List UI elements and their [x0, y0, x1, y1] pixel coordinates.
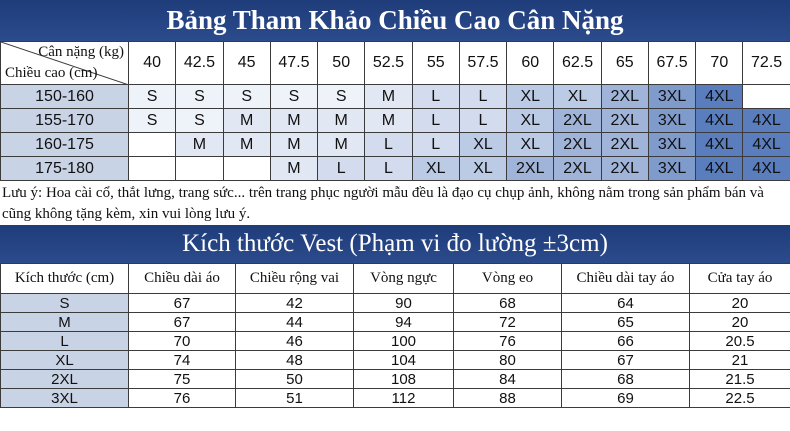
measurement-cell: 51 — [236, 389, 354, 408]
measurement-cell: 80 — [454, 351, 562, 370]
table-row — [1, 332, 790, 351]
weight-column-header: 52.5 — [365, 42, 412, 85]
table-row — [1, 294, 790, 313]
size-cell: 4XL — [696, 85, 743, 109]
weight-column-header: 57.5 — [459, 42, 506, 85]
size-cell: 2XL — [554, 133, 601, 157]
measurement-cell: 100 — [354, 332, 454, 351]
measurement-cell: 76 — [129, 389, 236, 408]
vest-size-label: S — [1, 294, 129, 313]
disclaimer-note: Lưu ý: Hoa cài cổ, thắt lưng, trang sức... trên trang phục người mẫu đều là đạo cụ chụp ảnh, không nằm trong sản phẩm bán và cũng không tặng kèm, xin vui lòng lưu ý. — [0, 181, 790, 225]
size-cell: 4XL — [696, 157, 743, 181]
weight-column-header: 60 — [507, 42, 554, 85]
size-cell: 2XL — [601, 133, 648, 157]
size-cell: L — [365, 133, 412, 157]
measurement-cell: 68 — [562, 370, 690, 389]
size-cell: M — [223, 133, 270, 157]
size-cell: L — [318, 157, 365, 181]
vest-size-label: 3XL — [1, 389, 129, 408]
height-weight-size-table — [0, 41, 790, 181]
size-cell: 4XL — [743, 133, 790, 157]
size-cell: M — [270, 157, 317, 181]
size-cell: 4XL — [743, 157, 790, 181]
table-row — [1, 351, 790, 370]
size-cell — [176, 157, 223, 181]
size-cell — [129, 157, 176, 181]
measurement-cell: 75 — [129, 370, 236, 389]
size-cell: L — [412, 109, 459, 133]
size-cell: L — [459, 85, 506, 109]
measurement-cell: 88 — [454, 389, 562, 408]
size-cell: 3XL — [648, 157, 695, 181]
measurement-cell: 84 — [454, 370, 562, 389]
weight-column-header: 67.5 — [648, 42, 695, 85]
size-cell: L — [412, 133, 459, 157]
vest-column-header: Chiều dài áo — [129, 264, 236, 294]
table-row — [1, 85, 790, 109]
height-range-label: 150-160 — [1, 85, 129, 109]
size-cell: 2XL — [601, 85, 648, 109]
vest-column-header: Cửa tay áo — [690, 264, 790, 294]
size-cell: M — [223, 109, 270, 133]
size-cell: M — [365, 109, 412, 133]
size-cell: 2XL — [554, 109, 601, 133]
size-cell: S — [223, 85, 270, 109]
size-cell: M — [270, 109, 317, 133]
size-cell: 2XL — [601, 109, 648, 133]
measurement-cell: 48 — [236, 351, 354, 370]
size-cell: M — [365, 85, 412, 109]
measurement-cell: 66 — [562, 332, 690, 351]
size-cell: S — [176, 109, 223, 133]
size-cell: 4XL — [696, 133, 743, 157]
vest-size-label: L — [1, 332, 129, 351]
size-cell: 2XL — [601, 157, 648, 181]
vest-size-label: 2XL — [1, 370, 129, 389]
size-cell: 3XL — [648, 109, 695, 133]
measurement-cell: 65 — [562, 313, 690, 332]
size-cell: S — [129, 85, 176, 109]
measurement-cell: 44 — [236, 313, 354, 332]
size-cell: XL — [412, 157, 459, 181]
measurement-cell: 74 — [129, 351, 236, 370]
weight-column-header: 70 — [696, 42, 743, 85]
measurement-cell: 20 — [690, 294, 790, 313]
table-row — [1, 389, 790, 408]
size-cell: XL — [459, 133, 506, 157]
size-cell: 2XL — [507, 157, 554, 181]
size-cell — [129, 133, 176, 157]
measurement-cell: 68 — [454, 294, 562, 313]
size-cell: 4XL — [743, 109, 790, 133]
vest-column-header: Kích thước (cm) — [1, 264, 129, 294]
size-cell: 4XL — [696, 109, 743, 133]
size-cell: XL — [554, 85, 601, 109]
weight-column-header: 62.5 — [554, 42, 601, 85]
size-cell: XL — [507, 85, 554, 109]
weight-column-header: 47.5 — [270, 42, 317, 85]
measurement-cell: 67 — [562, 351, 690, 370]
measurement-cell: 22.5 — [690, 389, 790, 408]
table-row — [1, 313, 790, 332]
measurement-cell: 21.5 — [690, 370, 790, 389]
size-cell — [223, 157, 270, 181]
size-cell: L — [365, 157, 412, 181]
measurement-cell: 20 — [690, 313, 790, 332]
size-cell: L — [459, 109, 506, 133]
measurement-cell: 50 — [236, 370, 354, 389]
height-axis-label: Chiều cao (cm) — [5, 65, 98, 81]
weight-column-header: 40 — [129, 42, 176, 85]
measurement-cell: 76 — [454, 332, 562, 351]
size-cell: 3XL — [648, 133, 695, 157]
size-cell: XL — [507, 133, 554, 157]
vest-size-title: Kích thước Vest (Phạm vi đo lường ±3cm) — [0, 225, 790, 263]
measurement-cell: 112 — [354, 389, 454, 408]
weight-header-row — [1, 42, 790, 85]
height-range-label: 155-170 — [1, 109, 129, 133]
vest-size-label: XL — [1, 351, 129, 370]
size-cell: M — [270, 133, 317, 157]
size-cell: 2XL — [554, 157, 601, 181]
size-cell: XL — [507, 109, 554, 133]
size-cell — [743, 85, 790, 109]
measurement-cell: 90 — [354, 294, 454, 313]
table-row — [1, 370, 790, 389]
size-cell: S — [318, 85, 365, 109]
vest-size-label: M — [1, 313, 129, 332]
weight-column-header: 42.5 — [176, 42, 223, 85]
weight-column-header: 65 — [601, 42, 648, 85]
measurement-cell: 70 — [129, 332, 236, 351]
size-cell: M — [318, 133, 365, 157]
measurement-cell: 20.5 — [690, 332, 790, 351]
size-cell: L — [412, 85, 459, 109]
weight-column-header: 55 — [412, 42, 459, 85]
table-corner-header — [1, 42, 129, 85]
size-cell: M — [176, 133, 223, 157]
page-title: Bảng Tham Khảo Chiều Cao Cân Nặng — [0, 0, 790, 41]
table-row — [1, 157, 790, 181]
vest-column-header: Chiều rộng vai — [236, 264, 354, 294]
size-cell: XL — [459, 157, 506, 181]
vest-column-header: Vòng ngực — [354, 264, 454, 294]
weight-axis-label: Cân nặng (kg) — [38, 44, 124, 60]
table-row — [1, 109, 790, 133]
measurement-cell: 72 — [454, 313, 562, 332]
vest-header-row — [1, 264, 790, 294]
measurement-cell: 64 — [562, 294, 690, 313]
measurement-cell: 69 — [562, 389, 690, 408]
size-cell: S — [129, 109, 176, 133]
height-range-label: 175-180 — [1, 157, 129, 181]
measurement-cell: 104 — [354, 351, 454, 370]
measurement-cell: 94 — [354, 313, 454, 332]
measurement-cell: 46 — [236, 332, 354, 351]
measurement-cell: 21 — [690, 351, 790, 370]
size-cell: S — [176, 85, 223, 109]
height-range-label: 160-175 — [1, 133, 129, 157]
size-cell: S — [270, 85, 317, 109]
weight-column-header: 72.5 — [743, 42, 790, 85]
vest-measurement-table — [0, 263, 790, 408]
measurement-cell: 67 — [129, 313, 236, 332]
measurement-cell: 108 — [354, 370, 454, 389]
table-row — [1, 133, 790, 157]
vest-column-header: Vòng eo — [454, 264, 562, 294]
measurement-cell: 67 — [129, 294, 236, 313]
weight-column-header: 45 — [223, 42, 270, 85]
vest-column-header: Chiều dài tay áo — [562, 264, 690, 294]
measurement-cell: 42 — [236, 294, 354, 313]
weight-column-header: 50 — [318, 42, 365, 85]
size-cell: M — [318, 109, 365, 133]
size-cell: 3XL — [648, 85, 695, 109]
